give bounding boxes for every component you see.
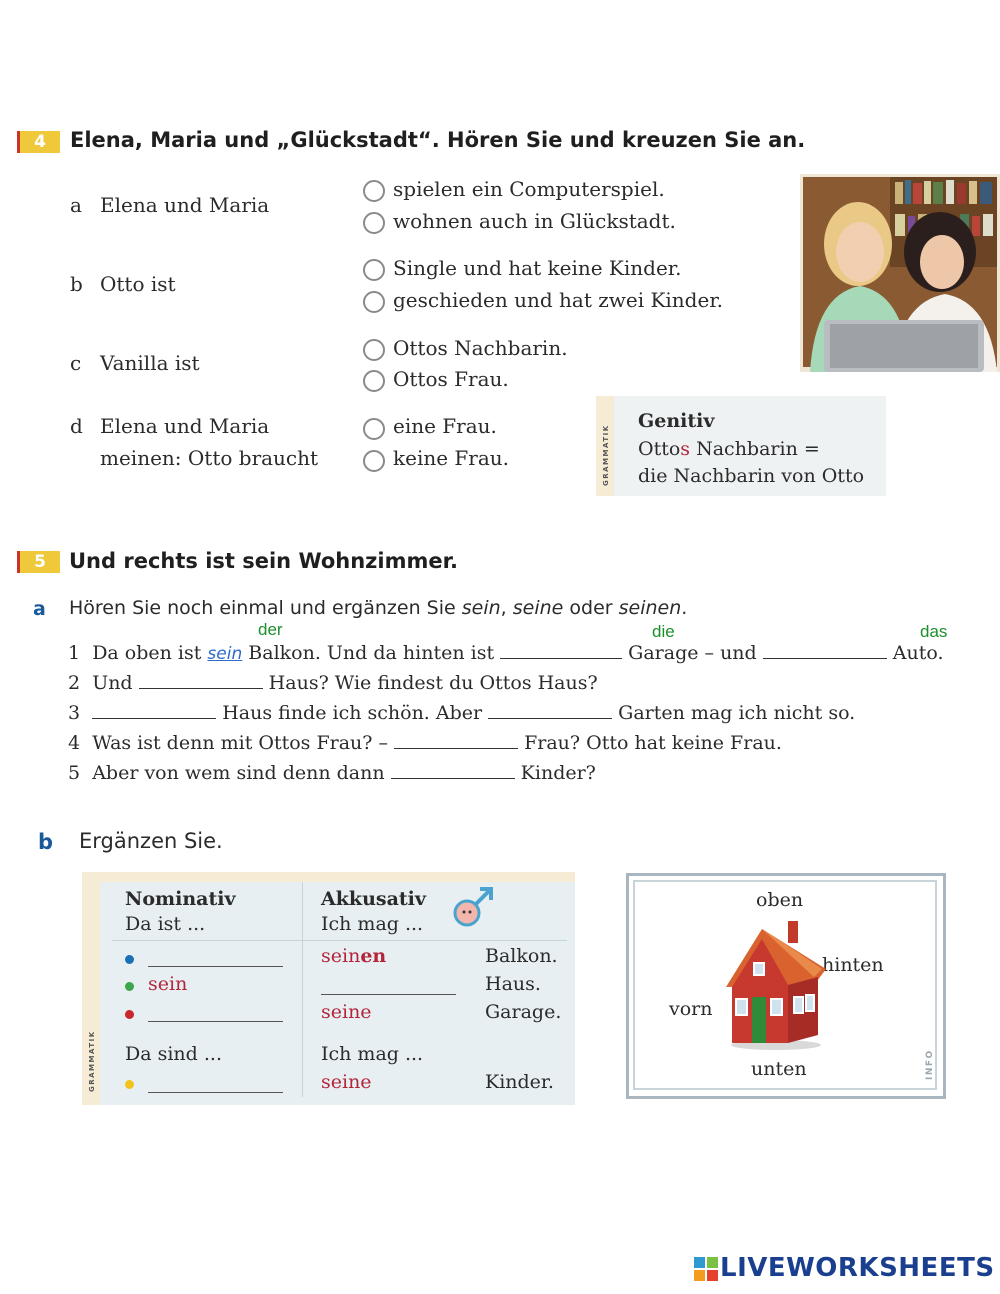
photo-two-women-laptop (800, 174, 1000, 372)
table-blank-fem[interactable] (148, 1021, 283, 1022)
plural-nom-label: Da sind ... (125, 1043, 222, 1065)
example-answer-sein: sein (207, 644, 243, 664)
item-a-option-2-label: wohnen auch in Glückstadt. (393, 209, 676, 233)
blank-2[interactable] (139, 672, 263, 689)
exercise-5b-letter: b (38, 830, 54, 854)
liveworksheets-logo-icon (694, 1257, 718, 1281)
item-d-option-1-label: eine Frau. (393, 414, 497, 438)
male-symbol-icon (450, 885, 498, 929)
table-blank-plural[interactable] (148, 1092, 283, 1093)
col-nominativ-sub: Da ist ... (125, 913, 206, 935)
exercise-5a-letter: a (33, 598, 46, 620)
genitiv-line-2: die Nachbarin von Otto (638, 465, 865, 487)
table-blank-masc[interactable] (148, 966, 283, 967)
item-a-option-1-label: spielen ein Computerspiel. (393, 177, 665, 201)
genitiv-box-side-label: GRAMMATIK (602, 424, 610, 486)
label-unten: unten (751, 1058, 807, 1080)
genitiv-line-1: Ottos Nachbarin = (638, 438, 820, 460)
exercise-5a-line-4: 4 Was ist denn mit Ottos Frau? – Frau? Otto hat keine Frau. (68, 732, 782, 754)
noun-balkon: Balkon. (485, 945, 558, 967)
plural-dot-icon (125, 1080, 134, 1089)
col-nominativ-head: Nominativ (125, 888, 236, 910)
item-d-option-2-radio[interactable] (363, 450, 385, 472)
item-d-option-1-radio[interactable] (363, 418, 385, 440)
noun-kinder: Kinder. (485, 1071, 554, 1093)
exercise-5a-line-5: 5 Aber von wem sind denn dann Kinder? (68, 762, 596, 784)
hint-der: der (258, 620, 283, 639)
item-d-stem: Elena und Maria (100, 414, 270, 438)
item-a-letter: a (70, 193, 82, 217)
table-side-label: GRAMMATIK (88, 1030, 96, 1092)
liveworksheets-logo-text: LIVEWORKSHEETS (720, 1253, 995, 1283)
akk-plural: seine (321, 1071, 372, 1093)
exercise-5a-line-1: 1 Da oben ist sein Balkon. Und da hinten ist Garage – und Auto. (68, 642, 944, 664)
house-icon (718, 915, 828, 1050)
exercise-5a-line-2: 2 Und Haus? Wie findest du Ottos Haus? (68, 672, 598, 694)
item-c-option-1-label: Ottos Nachbarin. (393, 336, 568, 360)
akk-fem: seine (321, 1001, 372, 1023)
blank-5[interactable] (391, 762, 515, 779)
item-d-letter: d (70, 414, 83, 438)
feminine-dot-icon (125, 1010, 134, 1019)
akk-masc: seinen (321, 945, 387, 967)
item-d-stem-line2: meinen: Otto braucht (100, 446, 319, 470)
info-side-label: INFO (925, 1049, 935, 1080)
noun-garage: Garage. (485, 1001, 562, 1023)
exercise-5a-line-3: 3 Haus finde ich schön. Aber Garten mag ich nicht so. (68, 702, 856, 724)
exercise-5-title: Und rechts ist sein Wohnzimmer. (69, 549, 458, 573)
item-c-option-2-label: Ottos Frau. (393, 367, 509, 391)
blank-3a[interactable] (92, 702, 216, 719)
label-hinten: hinten (822, 954, 884, 976)
item-c-option-1-radio[interactable] (363, 339, 385, 361)
exercise-5b-instruction: Ergänzen Sie. (79, 829, 223, 853)
label-oben: oben (756, 889, 804, 911)
item-c-option-2-radio[interactable] (363, 370, 385, 392)
item-b-option-1-label: Single und hat keine Kinder. (393, 256, 682, 280)
col-akkusativ-head: Akkusativ (321, 888, 426, 910)
table-blank-neut[interactable] (321, 994, 456, 995)
genitiv-heading: Genitiv (638, 410, 715, 432)
item-d-option-2-label: keine Frau. (393, 446, 510, 470)
blank-3b[interactable] (488, 702, 612, 719)
item-b-stem: Otto ist (100, 272, 176, 296)
col-akkusativ-sub: Ich mag ... (321, 913, 424, 935)
blank-4[interactable] (394, 732, 518, 749)
noun-haus: Haus. (485, 973, 541, 995)
item-b-letter: b (70, 272, 83, 296)
blank-1c[interactable] (763, 642, 887, 659)
exercise-4-title: Elena, Maria und „Glückstadt“. Hören Sie und kreuzen Sie an. (70, 128, 806, 152)
plural-acc-label: Ich mag ... (321, 1043, 424, 1065)
blank-1b[interactable] (500, 642, 622, 659)
item-b-option-2-radio[interactable] (363, 291, 385, 313)
masculine-dot-icon (125, 955, 134, 964)
item-c-letter: c (70, 351, 82, 375)
label-vorn: vorn (669, 998, 713, 1020)
exercise-5-number: 5 (17, 551, 60, 573)
item-b-option-2-label: geschieden und hat zwei Kinder. (393, 288, 724, 312)
item-c-stem: Vanilla ist (100, 351, 200, 375)
nom-neut-sein: sein (148, 973, 188, 995)
item-b-option-1-radio[interactable] (363, 259, 385, 281)
item-a-option-1-radio[interactable] (363, 180, 385, 202)
exercise-5a-instruction: Hören Sie noch einmal und ergänzen Sie sein, seine oder seinen. (69, 597, 688, 619)
hint-die: die (652, 622, 675, 641)
neuter-dot-icon (125, 982, 134, 991)
hint-das: das (920, 622, 948, 641)
exercise-4-number: 4 (17, 131, 60, 153)
item-a-stem: Elena und Maria (100, 193, 270, 217)
item-a-option-2-radio[interactable] (363, 212, 385, 234)
